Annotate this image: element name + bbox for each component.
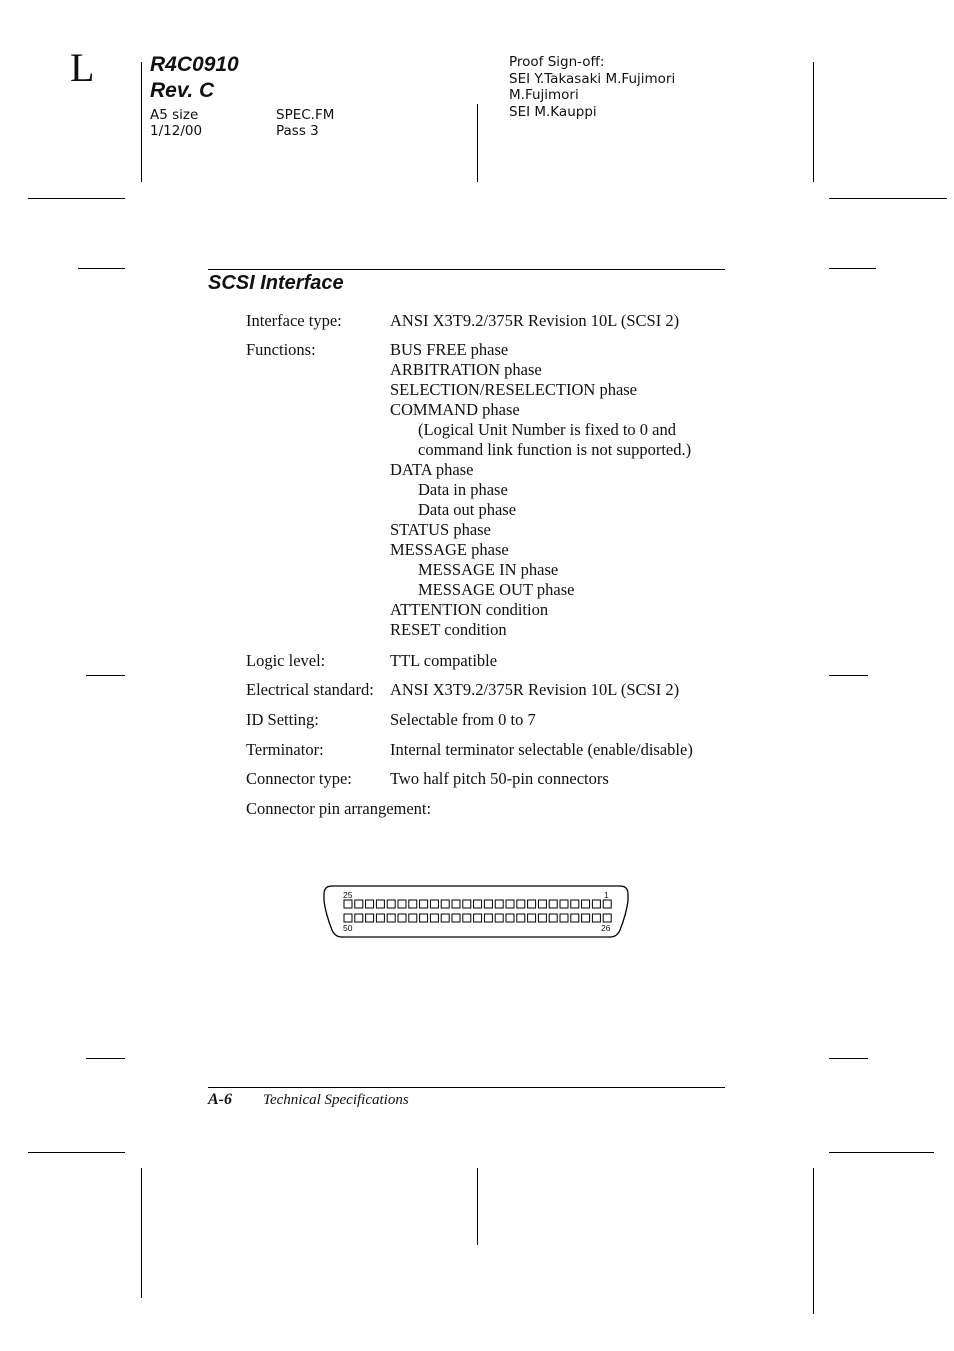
page-side-mark: L	[70, 45, 95, 90]
file-name: SPEC.FM	[276, 107, 335, 123]
interface-type-value: ANSI X3T9.2/375R Revision 10L (SCSI 2)	[390, 311, 680, 330]
terminator-label: Terminator:	[246, 740, 324, 759]
section-title: SCSI Interface	[208, 272, 344, 294]
pin-top	[452, 900, 460, 908]
function-item: MESSAGE phase	[390, 540, 509, 559]
pin-top	[560, 900, 568, 908]
pin-top	[495, 900, 503, 908]
interface-type-label: Interface type:	[246, 311, 342, 330]
pin-bottom	[441, 914, 449, 922]
pin-label-1: 1	[604, 890, 609, 900]
function-item: SELECTION/RESELECTION phase	[390, 380, 638, 399]
function-item: ATTENTION condition	[390, 600, 549, 619]
function-item: DATA phase	[390, 460, 474, 479]
pin-bottom	[549, 914, 557, 922]
pin-bottom	[538, 914, 546, 922]
pin-bottom	[409, 914, 417, 922]
crop-mark	[829, 1058, 868, 1059]
crop-mark	[829, 268, 876, 269]
function-subitem: command link function is not supported.)	[418, 440, 692, 459]
crop-mark	[829, 675, 868, 676]
pin-label-50: 50	[343, 923, 353, 933]
crop-mark	[141, 1168, 142, 1298]
pin-top	[430, 900, 438, 908]
pin-bottom	[398, 914, 406, 922]
page-number: A-6	[208, 1091, 232, 1108]
pin-bottom	[528, 914, 536, 922]
proof-signoff	[509, 54, 675, 120]
crop-mark	[78, 268, 125, 269]
pin-bottom	[603, 914, 611, 922]
connector-type-value: Two half pitch 50-pin connectors	[390, 769, 609, 788]
pin-bottom	[344, 914, 352, 922]
pin-top	[538, 900, 546, 908]
function-subitem: (Logical Unit Number is fixed to 0 and	[418, 420, 676, 439]
pin-bottom	[355, 914, 363, 922]
logic-level-label: Logic level:	[246, 651, 326, 670]
pin-top	[603, 900, 611, 908]
chapter-title: Technical Specifications	[263, 1092, 409, 1108]
function-subitem: Data in phase	[418, 480, 508, 499]
function-item: COMMAND phase	[390, 400, 520, 419]
pin-top	[463, 900, 471, 908]
pin-label-25: 25	[343, 890, 353, 900]
pin-top	[409, 900, 417, 908]
pin-bottom	[592, 914, 600, 922]
model-number: R4C0910	[150, 53, 239, 76]
pin-top	[582, 900, 590, 908]
pin-bottom	[474, 914, 482, 922]
function-subitem: Data out phase	[418, 500, 517, 519]
proof-line: SEI Y.Takasaki M.Fujimori	[509, 70, 676, 87]
id-setting-value: Selectable from 0 to 7	[390, 710, 536, 729]
terminator-value: Internal terminator selectable (enable/disable)	[390, 740, 693, 759]
crop-mark	[829, 1152, 934, 1153]
section-rule	[208, 269, 725, 270]
pin-row-bottom	[344, 914, 611, 922]
pin-top	[376, 900, 384, 908]
pin-top	[571, 900, 579, 908]
pin-bottom	[366, 914, 374, 922]
crop-mark	[86, 675, 125, 676]
doc-date: 1/12/00	[150, 123, 203, 139]
revision-label: Rev. C	[150, 79, 215, 102]
function-subitem: MESSAGE IN phase	[418, 560, 559, 579]
function-item: ARBITRATION phase	[390, 360, 542, 379]
proof-line: SEI M.Kauppi	[509, 103, 597, 120]
pin-bottom	[387, 914, 395, 922]
crop-mark	[28, 198, 125, 199]
pin-bottom	[582, 914, 590, 922]
pin-top	[528, 900, 536, 908]
pin-bottom	[376, 914, 384, 922]
crop-mark	[141, 62, 142, 182]
electrical-standard-label: Electrical standard:	[246, 680, 374, 699]
pin-top	[344, 900, 352, 908]
function-subitem: MESSAGE OUT phase	[418, 580, 575, 599]
pin-bottom	[452, 914, 460, 922]
pin-top	[387, 900, 395, 908]
pin-top	[484, 900, 492, 908]
pin-top	[517, 900, 525, 908]
pin-top	[420, 900, 428, 908]
paper-size: A5 size	[150, 107, 199, 123]
pin-bottom	[506, 914, 514, 922]
pin-top	[441, 900, 449, 908]
pin-top	[506, 900, 514, 908]
crop-mark	[28, 1152, 125, 1153]
pin-bottom	[495, 914, 503, 922]
function-item: RESET condition	[390, 620, 507, 639]
pin-row-top	[344, 900, 611, 908]
pass-number: Pass 3	[276, 123, 319, 139]
pin-bottom	[484, 914, 492, 922]
pin-top	[592, 900, 600, 908]
functions-label: Functions:	[246, 340, 316, 359]
pin-top	[549, 900, 557, 908]
id-setting-label: ID Setting:	[246, 710, 319, 729]
crop-mark	[477, 104, 478, 182]
pin-top	[366, 900, 374, 908]
connector-type-label: Connector type:	[246, 769, 352, 788]
pin-bottom	[571, 914, 579, 922]
proof-line: M.Fujimori	[509, 87, 579, 103]
function-item: BUS FREE phase	[390, 340, 509, 359]
pin-bottom	[420, 914, 428, 922]
function-item: STATUS phase	[390, 520, 491, 539]
pin-bottom	[560, 914, 568, 922]
crop-mark	[86, 1058, 125, 1059]
crop-mark	[813, 62, 814, 182]
footer-rule	[208, 1087, 725, 1088]
pin-arrangement-label: Connector pin arrangement:	[246, 799, 432, 818]
proof-line: Proof Sign-off:	[509, 54, 605, 70]
connector-outline	[322, 885, 630, 939]
logic-level-value: TTL compatible	[390, 651, 498, 670]
crop-mark	[829, 198, 947, 199]
crop-mark	[477, 1168, 478, 1245]
electrical-standard-value: ANSI X3T9.2/375R Revision 10L (SCSI 2)	[390, 680, 680, 699]
pin-bottom	[463, 914, 471, 922]
pin-label-26: 26	[601, 923, 611, 933]
pin-top	[355, 900, 363, 908]
pin-top	[474, 900, 482, 908]
pin-top	[398, 900, 406, 908]
pin-bottom	[517, 914, 525, 922]
crop-mark	[813, 1168, 814, 1314]
connector-diagram	[322, 885, 630, 939]
pin-bottom	[430, 914, 438, 922]
